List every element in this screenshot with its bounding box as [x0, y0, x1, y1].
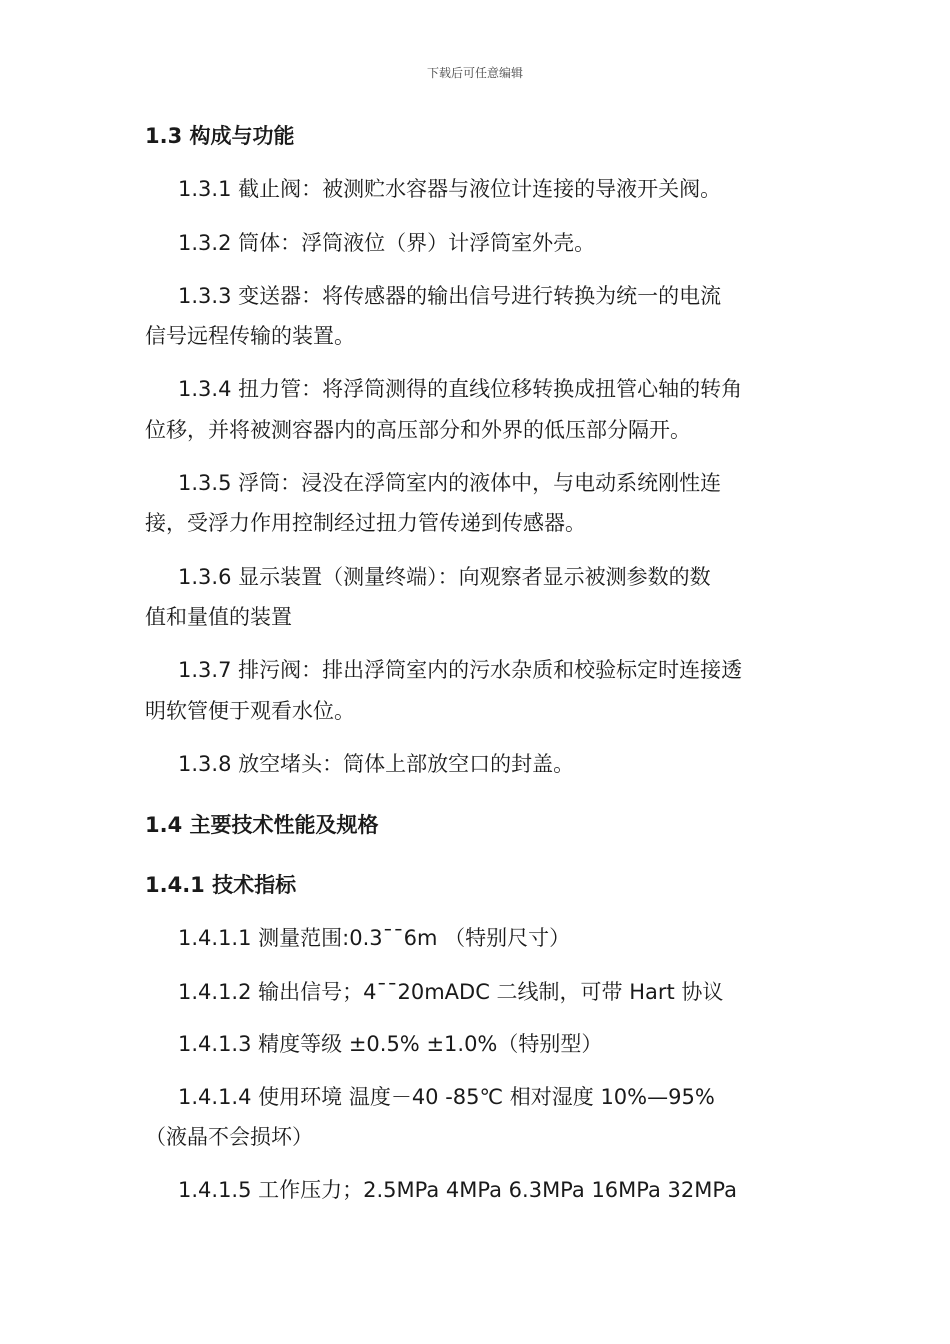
item-1-3-6-line-1: 1.3.6 显示装置（测量终端）：向观察者显示被测参数的数: [178, 565, 711, 589]
item-1-4-1-4-line-1: 1.4.1.4 使用环境 温度－40 -85℃ 相对湿度 10%—95%: [178, 1085, 715, 1109]
item-1-3-3-line-2: 信号远程传输的装置。: [145, 324, 355, 348]
subsection-heading-1-4-1: 1.4.1 技术指标: [145, 873, 297, 897]
section-heading-1-4: 1.4 主要技术性能及规格: [145, 813, 379, 837]
item-1-3-8: 1.3.8 放空堵头：筒体上部放空口的封盖。: [178, 752, 575, 776]
item-1-3-3-line-1: 1.3.3 变送器：将传感器的输出信号进行转换为统一的电流: [178, 284, 722, 308]
item-1-3-7-line-2: 明软管便于观看水位。: [145, 699, 355, 723]
item-1-3-1: 1.3.1 截止阀：被测贮水容器与液位计连接的导液开关阀。: [178, 177, 722, 201]
item-1-3-5-line-2: 接，受浮力作用控制经过扭力管传递到传感器。: [145, 511, 586, 535]
item-1-3-7-line-1: 1.3.7 排污阀：排出浮筒室内的污水杂质和校验标定时连接透: [178, 658, 743, 682]
item-1-4-1-4-line-2: （液晶不会损坏）: [145, 1125, 313, 1149]
item-1-3-4-line-2: 位移，并将被测容器内的高压部分和外界的低压部分隔开。: [145, 418, 691, 442]
item-1-4-1-1: 1.4.1.1 测量范围:0.3¯¯6m （特别尺寸）: [178, 926, 571, 950]
item-1-3-6-line-2: 值和量值的装置: [145, 605, 292, 629]
item-1-3-4-line-1: 1.3.4 扭力管：将浮筒测得的直线位移转换成扭管心轴的转角: [178, 377, 743, 401]
section-heading-1-3: 1.3 构成与功能: [145, 124, 295, 148]
item-1-3-2: 1.3.2 筒体：浮筒液位（界）计浮筒室外壳。: [178, 231, 596, 255]
item-1-3-5-line-1: 1.3.5 浮筒：浸没在浮筒室内的液体中，与电动系统刚性连: [178, 471, 722, 495]
item-1-4-1-5: 1.4.1.5 工作压力；2.5MPa 4MPa 6.3MPa 16MPa 32MPa: [178, 1178, 737, 1202]
page-header-note: 下载后可任意编辑: [426, 66, 523, 80]
item-1-4-1-3: 1.4.1.3 精度等级 ±0.5% ±1.0%（特别型）: [178, 1032, 603, 1056]
item-1-4-1-2: 1.4.1.2 输出信号；4¯¯20mADC 二线制，可带 Hart 协议: [178, 980, 724, 1004]
